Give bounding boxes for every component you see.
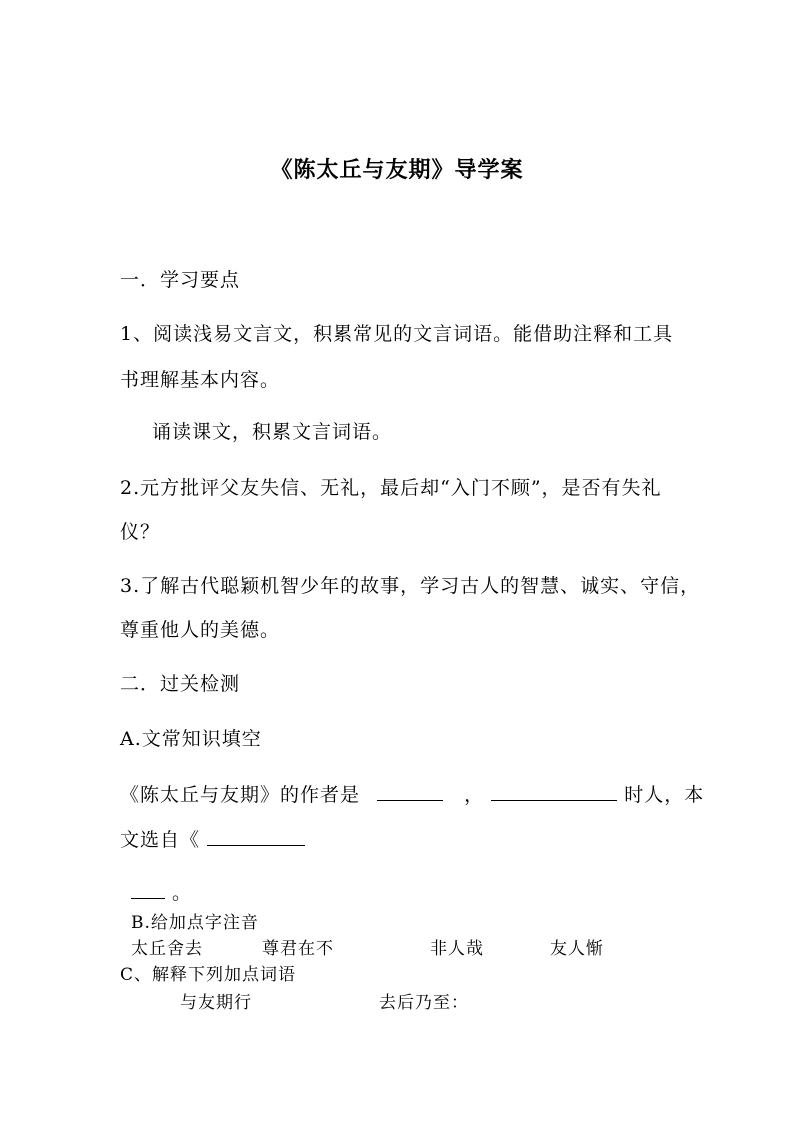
part-b-heading: B.给加点字注音 xyxy=(131,913,259,933)
source-book-blank[interactable] xyxy=(207,827,305,846)
part-b-word-4: 友人惭 xyxy=(550,939,604,959)
part-a-heading: A.文常知识填空 xyxy=(120,728,262,750)
study-point-3-line-1: 3.了解古代聪颖机智少年的故事，学习古人的智慧、诚实、守信， xyxy=(120,575,701,597)
era-blank[interactable] xyxy=(491,782,617,801)
fill-blank-line2-prefix: 文选自《 xyxy=(120,829,201,851)
section-heading-study-points: 一．学习要点 xyxy=(120,269,241,291)
part-c-word-1: 与友期行 xyxy=(180,993,252,1013)
study-point-2-line-1: 2.元方批评父友失信、无礼，最后却“入门不顾”，是否有失礼 xyxy=(120,477,662,499)
study-point-3-line-2: 尊重他人的美德。 xyxy=(120,619,281,641)
fill-blank-line-2 xyxy=(120,827,305,852)
study-point-1-sub: 诵读课文，积累文言词语。 xyxy=(152,421,393,443)
study-point-2-line-2: 仪？ xyxy=(120,521,161,543)
study-point-1-line-2: 书理解基本内容。 xyxy=(120,369,281,391)
author-blank[interactable] xyxy=(377,782,443,801)
fill-blank-prefix: 《陈太丘与友期》的作者是 xyxy=(120,784,361,806)
part-b-word-3: 非人哉 xyxy=(430,939,484,959)
page-title: 《陈太丘与友期》导学案 xyxy=(270,157,524,183)
part-c-word-2: 去后乃至： xyxy=(379,993,469,1013)
part-b-word-1: 太丘舍去 xyxy=(131,939,203,959)
study-point-1-line-1: 1、阅读浅易文言文，积累常见的文言词语。能借助注释和工具 xyxy=(120,323,674,345)
fill-blank-comma: ， xyxy=(464,784,485,806)
section-heading-check: 二．过关检测 xyxy=(120,673,241,695)
part-c-heading: C、解释下列加点词语 xyxy=(120,965,297,985)
fill-blank-line-3 xyxy=(131,880,192,905)
source-book-blank-continued[interactable] xyxy=(131,880,165,899)
fill-blank-end: 。 xyxy=(172,882,193,904)
fill-blank-line-1 xyxy=(120,782,704,807)
part-b-word-2: 尊君在不 xyxy=(262,939,334,959)
fill-blank-suffix: 时人，本 xyxy=(624,784,705,806)
